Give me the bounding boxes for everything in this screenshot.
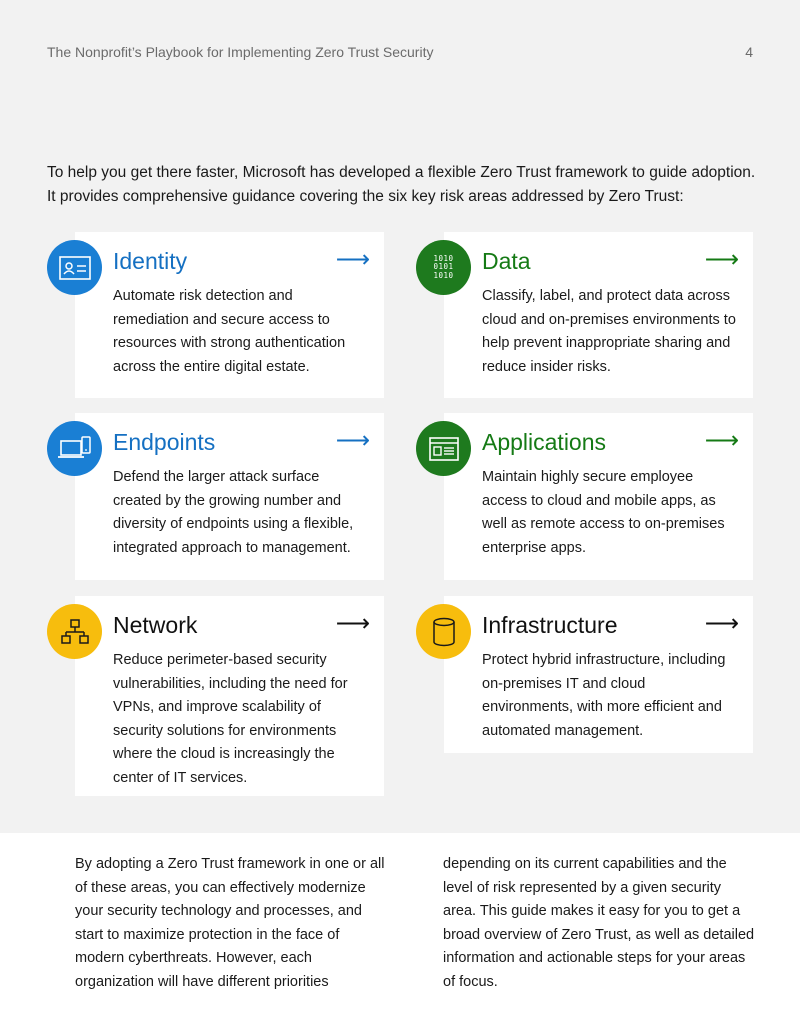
endpoints-icon-badge	[47, 421, 102, 476]
card-description: Defend the larger attack surface created by the growing number and diversity of endpoints using a flexible, integrated approach to management.	[113, 469, 354, 556]
network-hierarchy-icon	[61, 618, 89, 646]
arrow-right-icon[interactable]: ⟶	[704, 610, 739, 637]
card-description: Classify, label, and protect data across cloud and on-premises environments to help prevent inappropriate sharing and reduce insider risks.	[482, 288, 736, 375]
card-title: Network	[113, 612, 198, 638]
data-icon-badge	[416, 240, 471, 295]
card-applications[interactable]	[444, 413, 753, 580]
card-infrastructure[interactable]	[444, 596, 753, 753]
card-title: Endpoints	[113, 429, 216, 455]
app-window-icon	[429, 437, 459, 461]
card-title: Infrastructure	[482, 612, 618, 638]
card-description: Automate risk detection and remediation and secure access to resources with strong authentication across the entire digital estate.	[113, 288, 346, 375]
database-cylinder-icon	[432, 617, 456, 647]
intro-paragraph: To help you get there faster, Microsoft has developed a flexible Zero Trust framework to guide adoption. It provides comprehensive guidance covering the six key risk areas addressed by Zero Trust:	[47, 164, 756, 205]
card-description: Maintain highly secure employee access to cloud and mobile apps, as well as remote access to on-premises enterprise apps.	[482, 469, 725, 556]
network-icon-badge	[47, 604, 102, 659]
applications-icon-badge	[416, 421, 471, 476]
card-identity[interactable]	[75, 232, 384, 398]
card-data[interactable]	[433, 232, 753, 398]
id-card-icon	[59, 256, 91, 280]
card-endpoints[interactable]	[75, 413, 384, 580]
arrow-right-icon[interactable]: ⟶	[335, 427, 370, 454]
page-number: 4	[745, 44, 753, 60]
infrastructure-icon-badge	[416, 604, 471, 659]
arrow-right-icon[interactable]: ⟶	[704, 246, 739, 273]
card-title: Identity	[113, 248, 188, 274]
card-title: Data	[482, 248, 531, 274]
card-description: Protect hybrid infrastructure, including on-premises IT and cloud environments, with more efficient and automated management.	[482, 652, 726, 739]
arrow-right-icon[interactable]: ⟶	[335, 246, 370, 273]
identity-icon-badge	[47, 240, 102, 295]
arrow-right-icon[interactable]: ⟶	[335, 610, 370, 637]
card-description: Reduce perimeter-based security vulnerabilities, including the need for VPNs, and improve scalability of security solutions for environments where the cloud is increasingly the center of IT services.	[113, 652, 348, 786]
body-column-left: By adopting a Zero Trust framework in one or all of these areas, you can effectively modernize your security technology and processes, and start to maximize protection in the face of modern cyberthreats. However, each organization will have different priorities	[75, 856, 385, 990]
card-network[interactable]	[75, 596, 384, 796]
laptop-phone-icon	[58, 436, 92, 462]
binary-data-icon: 1010 0101 1010	[433, 253, 454, 280]
arrow-right-icon[interactable]: ⟶	[704, 427, 739, 454]
body-column-right: depending on its current capabilities and the level of risk represented by a given security area. This guide makes it easy for you to get a broad overview of Zero Trust, as well as detailed information and actionable steps for your areas of focus.	[443, 856, 755, 990]
running-header: The Nonprofit’s Playbook for Implementing Zero Trust Security	[47, 44, 434, 60]
card-title: Applications	[482, 429, 607, 455]
